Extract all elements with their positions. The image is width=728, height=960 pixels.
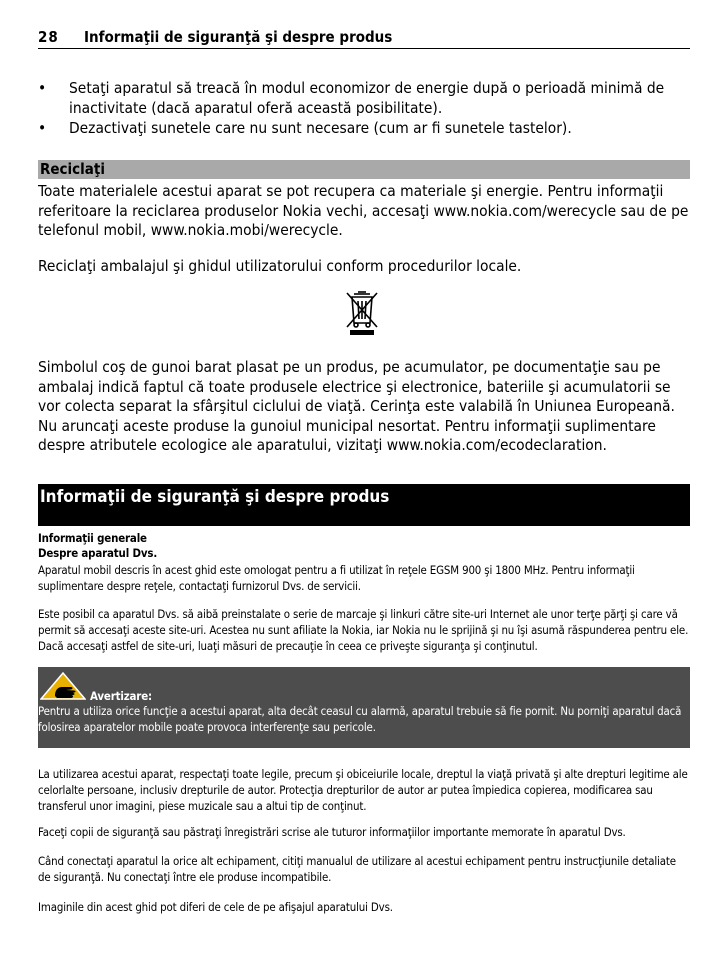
crossed-out-wheelie-bin-icon (344, 289, 380, 337)
connect-paragraph: Când conectaţi aparatul la orice alt echipament, citiţi manualul de utilizare al acestui echipament pentru instrucţiunile detaliate de siguranţă. Nu conectaţi între ele produse incompatibile. (38, 854, 676, 884)
safety-heading: Informaţii de siguranţă şi despre produs (38, 484, 690, 526)
laws-paragraph: La utilizarea acestui aparat, respectaţi toate legile, precum şi obiceiurile locale, dreptul la viaţă privată şi alte drepturi legitime ale celorlalte persoane, inclusiv drepturile de autor. Protecţia drepturilor de autor ar putea împiedica copierea, modificarea sau transferul unor imagini, piese muzicale sau a altui tip de conţinut. (38, 767, 688, 813)
running-header (38, 27, 690, 49)
tips-list (38, 79, 690, 139)
list-item: • Dezactivaţi sunetele care nu sunt necesare (cum ar fi sunetele tastelor). (38, 119, 690, 139)
warning-text: Pentru a utiliza orice funcţie a acestui aparat, alta decât ceasul cu alarmă, aparatul trebuie să fie pornit. Nu porniţi aparatul dacă folosirea aparatelor mobile poate provoca interferenţe sau pericole. (38, 704, 682, 734)
about-device-heading: Despre aparatul Dvs. (38, 546, 158, 560)
list-item: • Setaţi aparatul să treacă în modul economizor de energie după o perioadă minimă de inactivitate (dacă aparatul oferă această posibilitate). (38, 79, 690, 118)
device-paragraph-2: Este posibil ca aparatul Dvs. să aibă preinstalate o serie de marcaje şi linkuri către site-uri Internet ale unor terţe părţi şi care vă permit să accesaţi aceste site-uri. Acestea nu sunt afiliate la Nokia, iar Nokia nu le sprijină şi nu îşi asumă răspunderea pentru ele. Dacă accesaţi astfel de site-uri, luaţi măsuri de precauţie în ceea ce priveşte siguranţa şi conţinutul. (38, 607, 689, 653)
header-title: Informaţii de siguranţă şi despre produs (84, 28, 393, 46)
warning-hand-icon (40, 672, 86, 700)
page-number: 28 (38, 28, 59, 46)
device-paragraph-1: Aparatul mobil descris în acest ghid este omologat pentru a fi utilizat în reţele EGSM 900 şi 1800 MHz. Pentru informaţii suplimentare despre reţele, contactaţi furnizorul Dvs. de servicii. (38, 563, 635, 593)
recycle-heading: Reciclaţi (38, 160, 690, 179)
warning-box (38, 667, 690, 748)
backup-paragraph: Faceţi copii de siguranţă sau păstraţi înregistrări scrise ale tuturor informaţiilor importante memorate în aparatul Dvs. (38, 825, 626, 839)
general-info-heading: Informaţii generale (38, 531, 147, 545)
recycle-paragraph-3: Simbolul coş de gunoi barat plasat pe un produs, pe acumulator, pe documentaţie sau pe ambalaj indică faptul că toate produsele electrice şi electronice, bateriile şi acumulatorii se vor colecta separat la sfârşitul ciclului de viaţă. Cerinţa este valabilă în Uniunea Europeană. Nu aruncaţi aceste produse la gunoiul municipal nesortat. Pentru informaţii suplimentare despre atributele ecologice ale aparatului, vizitaţi www.nokia.com/ecodeclaration. (38, 358, 675, 454)
recycle-paragraph-2: Reciclaţi ambalajul şi ghidul utilizatorului conform procedurilor locale. (38, 257, 522, 275)
images-paragraph: Imaginile din acest ghid pot diferi de cele de pe afişajul aparatului Dvs. (38, 900, 393, 914)
warning-title: Avertizare: (90, 689, 152, 703)
recycle-paragraph-1: Toate materialele acestui aparat se pot recupera ca materiale şi energie. Pentru informaţii referitoare la reciclarea produselor Nokia vechi, accesaţi www.nokia.com/werecycle sau de pe telefonul mobil, www.nokia.mobi/werecycle. (38, 182, 689, 239)
